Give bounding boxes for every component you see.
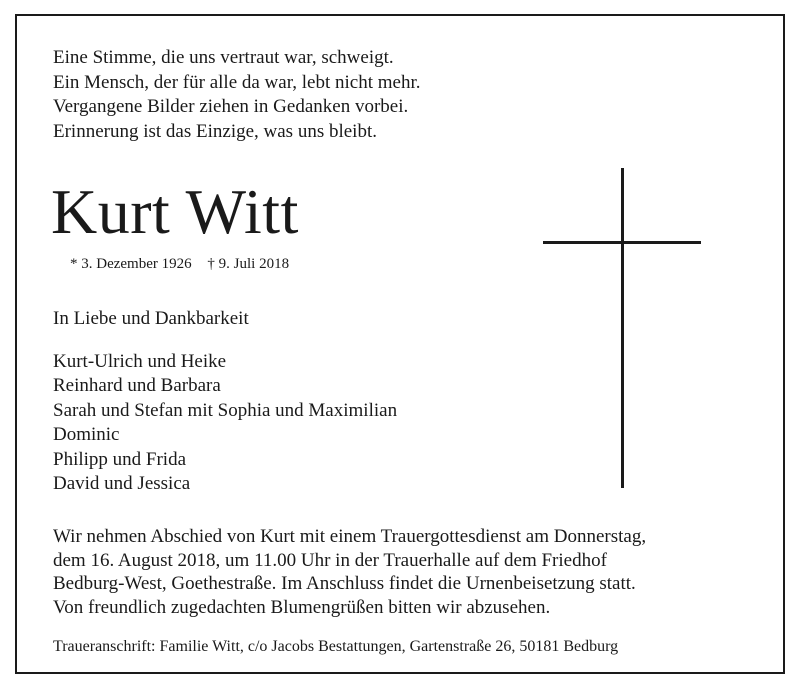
announcement-line: dem 16. August 2018, um 11.00 Uhr in der Trauerhalle auf dem Friedhof	[53, 549, 607, 571]
announcement-line: Bedburg-West, Goethestraße. Im Anschluss findet die Urnenbeisetzung statt.	[53, 573, 636, 594]
birth-date: * 3. Dezember 1926	[70, 256, 192, 272]
poem-line: Eine Stimme, die uns vertraut war, schweigt.	[53, 47, 394, 68]
deceased-name: Kurt Witt	[51, 176, 299, 247]
announcement-line: Von freundlich zugedachten Blumengrüßen bitten wir abzusehen.	[53, 596, 551, 618]
poem-line: Vergangene Bilder ziehen in Gedanken vorbei.	[53, 96, 409, 117]
poem-line: Ein Mensch, der für alle da war, lebt nicht mehr.	[53, 71, 421, 93]
life-dates	[70, 254, 301, 274]
mourner-entry: Philipp und Frida	[53, 448, 187, 470]
mourner-entry: Sarah und Stefan mit Sophia und Maximilian	[53, 399, 398, 421]
mourners-list	[53, 350, 397, 496]
cross-vertical-beam	[621, 168, 624, 488]
cross-icon	[543, 168, 701, 488]
death-date: † 9. Juli 2018	[207, 256, 290, 272]
mourner-entry: Kurt-Ulrich und Heike	[53, 351, 227, 372]
cross-horizontal-beam	[543, 241, 701, 244]
announcement-line: Wir nehmen Abschied von Kurt mit einem Trauergottesdienst am Donnerstag,	[53, 526, 647, 547]
funeral-announcement	[53, 525, 646, 619]
mourner-entry: Reinhard und Barbara	[53, 375, 221, 397]
dedication-line: In Liebe und Dankbarkeit	[53, 308, 249, 329]
mourner-entry: David und Jessica	[53, 473, 191, 495]
mourning-address: Traueranschrift: Familie Witt, c/o Jacobs Bestattungen, Gartenstraße 26, 50181 Bedburg	[53, 638, 619, 655]
poem-line: Erinnerung ist das Einzige, was uns bleibt.	[53, 120, 377, 142]
mourner-entry: Dominic	[53, 424, 120, 446]
memorial-poem	[53, 46, 421, 144]
